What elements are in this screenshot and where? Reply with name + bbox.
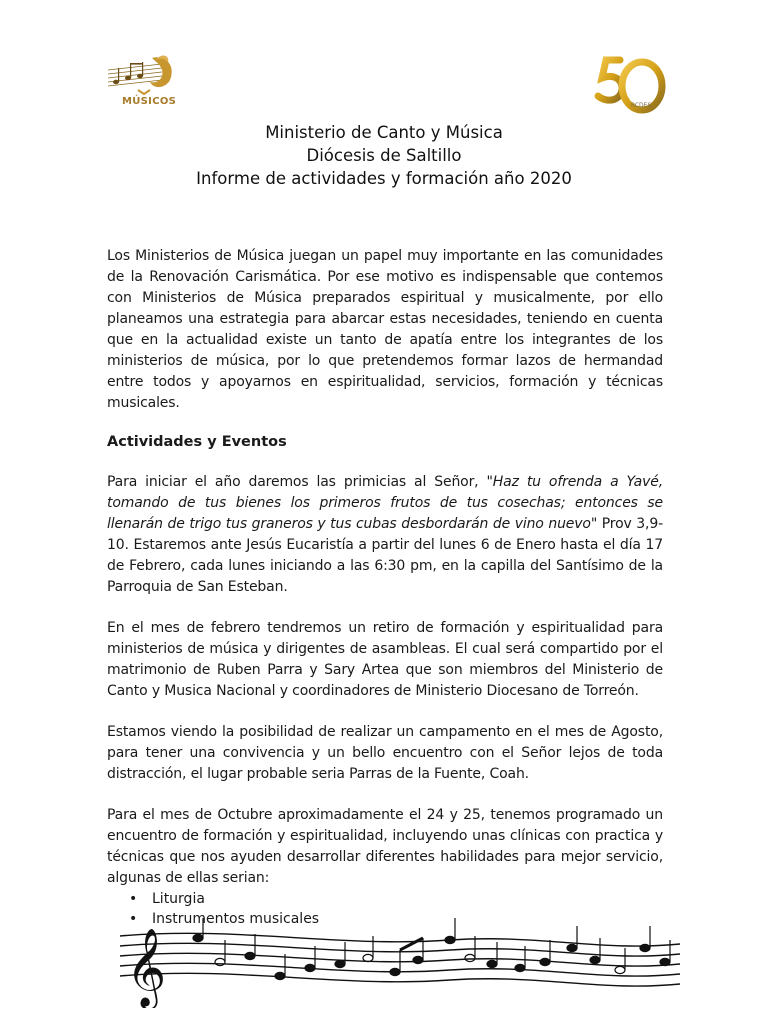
p1-ref: Prov 3,9-10. [107,516,663,553]
paragraph-first-fruits [107,472,663,598]
bullet: • [129,891,138,907]
anniversary-50-icon [590,52,670,122]
list-item-label: Liturgia [152,891,205,907]
musicos-logo-label: MÚSICOS [122,96,177,107]
intro-paragraph: Los Ministerios de Música juegan un papel muy importante en las comunidades de la Renovación Carismática. Por ese motivo es indispensable que contemos con Ministerios de Música preparados espiritual y musicalmente, por ello planeamos una estrategia para abarcar estas necesidades, teniendo en cuenta que en la actualidad existe un tanto de apatía entre los integrantes de los ministerios de música, por lo que pretendemos formar lazos de hermandad entre todos y apoyarnos en espiritualidad, servicios, formación y técnicas musicales. [107,248,663,411]
treble-clef-icon: 𝄞 [126,928,167,1007]
notes-group [193,918,670,980]
p1-start: Para iniciar el año daremos las primicias al Señor, [107,474,487,490]
music-staff-decoration [120,918,680,1008]
paragraph-october: Para el mes de Octubre aproximadamente el 24 y 25, tenemos programado un encuentro de formación y espiritualidad, incluyendo unas clínicas con practica y técnicas que nos ayuden desarrollar diferentes habilidades para mejor servicio, algunas de ellas serian: [107,807,663,886]
header-ministry: Ministerio de Canto y Música [265,123,503,142]
list-item-label: Instrumentos musicales [152,911,320,927]
anniversary-logo [590,52,670,122]
section-title: Actividades y Eventos [107,434,287,450]
paragraph-retreat: En el mes de febrero tendremos un retiro de formación y espiritualidad para ministerios de música y dirigentes de asambleas. El cual será compartido por el matrimonio de Ruben Parra y Sary Artea que son miembros del Ministerio de Canto y Musica Nacional y coordinadores de Ministerio Diocesano de Torreón. [107,620,663,699]
bullet: • [129,911,138,927]
document-body [107,246,663,929]
p1-quote: "Haz tu ofrenda a Yavé, tomando de tus bienes los primeros frutos de tus cosechas; entonces se llenarán de trigo tus graneros y tus cubas desbordarán de vino nuevo" [107,474,663,532]
p1-rest: Estaremos ante Jesús Eucaristía a partir del lunes 6 de Enero hasta el día 17 de Febrero, cada lunes iniciando a las 6:30 pm, en la capilla del Santísimo de la Parroquia de San Esteban. [107,537,663,595]
header-report-title: Informe de actividades y formación año 2020 [196,169,572,188]
music-notes-icon [104,50,184,98]
anniversary-logo-label: RCDES [631,102,652,109]
list-item [107,889,663,909]
paragraph-camp: Estamos viendo la posibilidad de realizar un campamento en el mes de Agosto, para tener una convivencia y un bello encuentro con el Señor lejos de toda distracción, el lugar probable seria Parras de la Fuente, Coah. [107,724,663,782]
document-header [0,121,768,190]
musicos-logo [104,50,184,110]
header-diocese: Diócesis de Saltillo [306,146,462,165]
